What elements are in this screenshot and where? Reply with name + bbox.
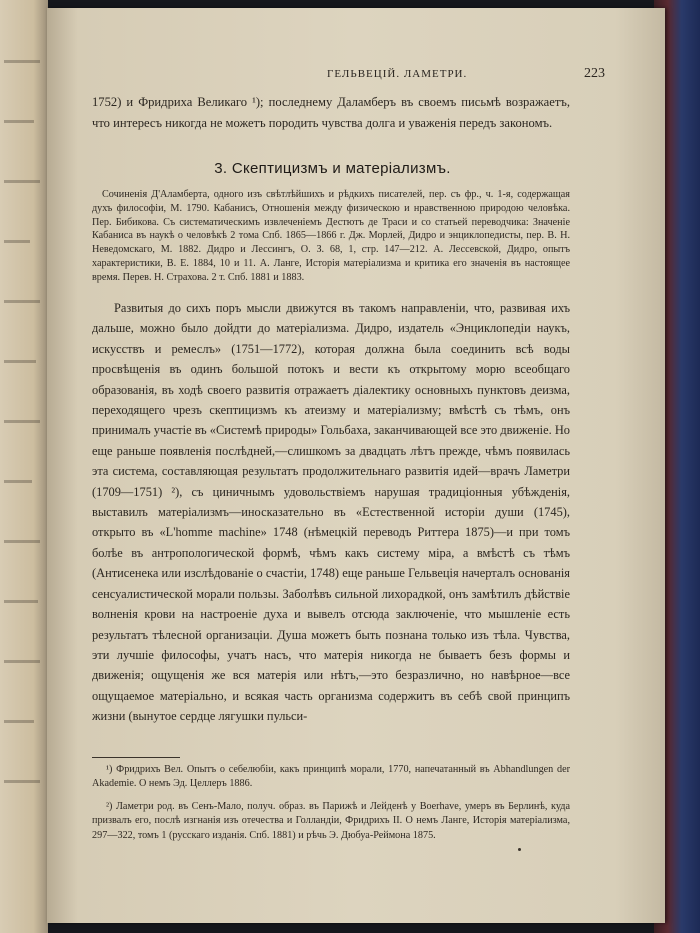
running-head: ГЕЛЬВЕЦІЙ. ЛАМЕТРИ.: [327, 68, 468, 80]
body-paragraph: Развитыя до сихъ поръ мысли движутся въ такомъ направленіи, что, развивая ихъ дальше, можно было дойдти до матеріализма. Дидро, издатель «Энциклопедіи наукъ, искусствъ и ремеслъ» (1751—1772), которая должна была соединить всѣ воды просвѣщенія въ одинъ большой потокъ и вести къ открытому морю всеобщаго образованія, въ ходѣ своего развитія отражаетъ діалектику основныхъ пунктовъ деизма, переходящего чрезъ скептицизмъ къ атеизму и матеріализму; вмѣстѣ съ тѣмъ, онъ принималъ участіе въ «Системѣ природы» Гольбаха, заканчивающей все это движеніе. Но еще раньше появленія послѣдней,—слишкомъ за двадцать лѣтъ прежде, чѣмъ появилась эта система, составляющая результатъ продолжительнаго развитія идей—врачъ Ламетри (1709—1751) ²), съ циничнымъ удовольствіемъ нарушая традиціонныя убѣжденія, выставилъ матеріализмъ—иносказательно въ «Естественной исторіи души (1745), открыто въ «L'homme machine» 1748 (нѣмецкій переводъ Риттера 1875)—и при томъ болѣе въ антропологической формѣ, чѣмъ какъ систему міра, а вмѣстѣ съ тѣмъ (Антисенека или изслѣдованіе о счастіи, 1748) еще раньше Гельвеція начерталъ основанія сенсуалистической морали пользы. Заболѣвъ сильной лихорадкой, онъ замѣтилъ дѣйствіе волненія крови на настроеніе духа и вывелъ отсюда заключеніе, что мышленіе есть результатъ тѣлесной организаціи. Душа можетъ быть познана только изъ тѣла. Чувства, эти лучшіе философы, учатъ насъ, что матерія никогда не бываетъ безъ формы и движенія; ощущенія же вся матерія или нѣтъ,—это безразлично, но навѣрное—все ощущаемое матеріально, и всякая часть организма содержитъ въ себѣ свой принципъ жизни (вынутое сердце лягушки пульси-: [92, 301, 570, 724]
page-number: 223: [584, 66, 605, 81]
footnote-1: ¹) Фридрихъ Вел. Опытъ о себелюбіи, какъ принципѣ морали, 1770, напечатанный въ Abhandlungen der Akademie. О немъ Эд. Целлеръ 1886.: [92, 764, 570, 790]
footnote-2: ²) Ламетри род. въ Сенъ-Мало, получ. образ. въ Парижѣ и Лейденѣ у Boerhave, умеръ въ Берлинѣ, куда призвалъ его, послѣ изгнанія изъ отечества и Голландіи, Фридрихъ II. О немъ Ланге, Исторія матеріализма, 297—322, томъ 1 (русскаго изданія. Спб. 1881) и рѣчь Э. Дюбуа-Реймона 1875.: [92, 801, 570, 841]
facing-page-edge: [0, 0, 48, 933]
page-header: [327, 66, 605, 84]
section-title: 3. Скептицизмъ и матеріализмъ.: [214, 160, 451, 177]
opening-paragraph: 1752) и Фридриха Великаго ¹); последнему Даламберъ въ своемъ письмѣ возражаетъ, что интересъ никогда не можетъ породить чувства долга и уваженія передъ закономъ.: [92, 95, 570, 130]
footnote-rule: [92, 757, 180, 758]
bibliography-block: Сочиненія Д'Аламберта, одного изъ свѣтлѣйшихъ и рѣдкихъ писателей, пер. съ фр., ч. 1-я, содержащая духъ философіи, М. 1790. Кабанисъ, Отношенія между физическою и нравственною природою человѣка. Пер. Бибикова. Съ систематическимъ извлеченіемъ Дестютъ де Траси и со статьей переводчика: Значеніе Кабаниса въ наукѣ о человѣкѣ 2 тома Спб. 1865—1866 г. Дж. Морлей, Дидро и энциклопедисты, пер. В. Н. Неведомскаго, М. 1882. Дидро и Лессингъ, О. З. 68, 1, стр. 147—212. А. Лессевской, Дидро, опытъ характеристики, В. Е. 1884, 10 и 11. А. Ланге, Исторія матеріализма и критика его значенія въ настоящее время. Перев. Н. Страхова. 2 т. Спб. 1881 и 1883.: [92, 189, 570, 283]
print-mark: [518, 848, 521, 851]
